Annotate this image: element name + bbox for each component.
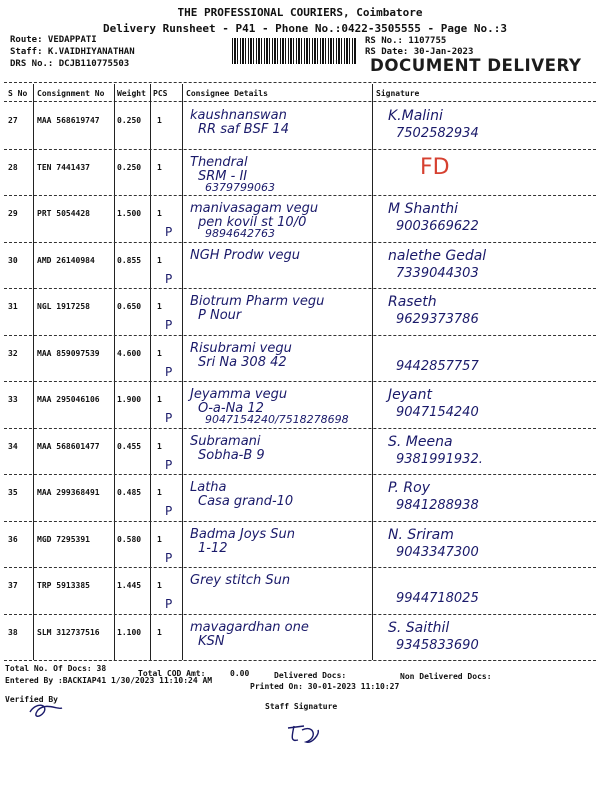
row-divider (4, 242, 596, 243)
row-pcs: 1 (157, 302, 162, 311)
row-consignee-line2: pen kovil st 10/0 (198, 215, 307, 230)
rs-date: RS Date: 30-Jan-2023 (365, 47, 474, 57)
row-consignee-line1: Latha (190, 480, 227, 495)
row-p-mark: P (165, 364, 173, 379)
row-consignment-no: PRT 5054428 (37, 209, 90, 218)
row-consignee-line1: manivasagam vegu (190, 201, 319, 216)
column-separator (114, 84, 115, 660)
divider (4, 82, 596, 83)
entered-by: Entered By :BACKIAP41 1/30/2023 11:10:24 AM (5, 676, 213, 685)
row-signature-name: P. Roy (388, 480, 430, 496)
column-separator (182, 84, 183, 660)
row-pcs: 1 (157, 581, 162, 590)
row-divider (4, 335, 596, 336)
document-type-heading: DOCUMENT DELIVERY (370, 56, 582, 76)
row-signature-phone: 7502582934 (396, 126, 479, 141)
row-consignee-line3: 6379799063 (205, 180, 275, 194)
column-separator (372, 84, 373, 660)
row-consignee-line2: P Nour (198, 308, 242, 323)
route-label: Route: VEDAPPATI (10, 35, 97, 45)
drs-label: DRS No.: DCJB110775503 (10, 59, 130, 69)
row-sno: 38 (8, 627, 18, 637)
row-pcs: 1 (157, 395, 162, 404)
row-weight: 0.855 (117, 255, 142, 265)
row-signature-name: S. Saithil (388, 619, 450, 636)
row-signature-phone: 9944718025 (396, 591, 479, 606)
row-signature-phone: 9345833690 (396, 637, 479, 653)
row-consignee-line1: Risubrami vegu (190, 340, 292, 356)
row-p-mark: P (165, 597, 173, 611)
row-weight: 0.455 (117, 441, 142, 451)
row-consignment-no: MAA 295046106 (37, 395, 100, 404)
row-consignment-no: MGD 7295391 (37, 534, 90, 544)
row-sno: 28 (8, 162, 18, 172)
row-consignee-line2: RR saf BSF 14 (198, 122, 289, 137)
row-pcs: 1 (157, 116, 162, 125)
row-consignment-no: TRP 5913385 (37, 581, 90, 590)
row-p-mark: P (165, 225, 173, 239)
divider (4, 101, 596, 102)
row-consignment-no: MAA 859097539 (37, 348, 100, 358)
row-signature-phone: 9043347300 (396, 544, 479, 560)
row-signature-name: Jeyant (388, 387, 432, 403)
row-pcs: 1 (157, 441, 162, 451)
row-divider (4, 474, 596, 475)
row-consignee-line2: KSN (198, 633, 225, 649)
row-pcs: 1 (157, 534, 162, 544)
row-weight: 0.485 (117, 488, 142, 497)
printed-on: Printed On: 30-01-2023 11:10:27 (250, 682, 400, 691)
row-consignee-line1: Badma Joys Sun (190, 526, 296, 542)
col-header-consignment: Consignment No (37, 89, 105, 98)
row-consignee-line3: 9894642763 (205, 227, 275, 240)
row-p-mark: P (165, 318, 173, 332)
row-consignee-line2: O-a-Na 12 (198, 401, 264, 416)
row-divider (4, 195, 596, 196)
row-divider (4, 567, 596, 568)
runsheet-subtitle: Delivery Runsheet - P41 - Phone No.:0422-3505555 - Page No.:3 (103, 22, 507, 35)
staff-signature-label: Staff Signature (265, 702, 338, 711)
column-separator (33, 84, 34, 660)
row-divider (4, 521, 596, 522)
row-sno: 35 (8, 488, 18, 497)
row-pcs: 1 (157, 255, 162, 265)
row-p-mark: P (165, 411, 173, 425)
col-header-pcs: PCS (153, 89, 168, 98)
row-signature-phone: 9381991932. (396, 451, 483, 467)
row-signature-name: Raseth (388, 294, 437, 310)
row-p-mark: P (165, 550, 173, 565)
verifier-signature-scribble (26, 700, 66, 722)
barcode (232, 38, 356, 64)
row-weight: 4.600 (117, 348, 142, 358)
row-divider (4, 149, 596, 150)
column-separator (150, 84, 151, 660)
row-sno: 30 (8, 255, 18, 265)
row-signature-phone: 9442857757 (396, 358, 479, 374)
row-consignment-no: MAA 299368491 (37, 488, 100, 497)
row-signature-phone: 9629373786 (396, 312, 479, 327)
delivered-docs: Delivered Docs: (274, 671, 347, 680)
row-weight: 0.250 (117, 116, 142, 125)
row-signature-name: K.Malini (388, 108, 443, 124)
row-weight: 1.445 (117, 581, 142, 590)
row-consignee-line1: Jeyamma vegu (190, 387, 288, 402)
row-signature-phone: 9003669622 (396, 219, 479, 234)
row-pcs: 1 (157, 162, 162, 172)
staff-label: Staff: K.VAIDHIYANATHAN (10, 47, 135, 57)
verified-by: Verified By (5, 695, 58, 704)
col-header-weight: Weight (117, 89, 146, 98)
row-consignee-line1: mavagardhan one (190, 619, 309, 635)
row-consignment-no: SLM 312737516 (37, 627, 100, 637)
row-pcs: 1 (157, 627, 162, 637)
row-sno: 32 (8, 348, 18, 358)
row-consignment-no: NGL 1917258 (37, 302, 90, 311)
row-consignee-line2: Casa grand-10 (198, 494, 294, 509)
row-weight: 1.500 (117, 209, 142, 218)
row-sno: 36 (8, 534, 18, 544)
total-cod-label: Total COD Amt: (138, 669, 206, 678)
row-signature-name: nalethe Gedal (388, 247, 487, 264)
row-sno: 31 (8, 302, 18, 311)
row-consignment-no: AMD 26140984 (37, 255, 95, 265)
row-p-mark: P (165, 271, 173, 286)
total-cod-value: 0.00 (230, 669, 250, 678)
row-pcs: 1 (157, 348, 162, 358)
row-p-mark: P (165, 457, 173, 472)
row-consignee-line1: Subramani (190, 433, 261, 449)
divider (4, 660, 596, 661)
row-divider (4, 288, 596, 289)
row-sno: 27 (8, 116, 18, 125)
row-signature-name: S. Meena (388, 433, 453, 450)
row-weight: 1.100 (117, 627, 142, 637)
row-sno: 37 (8, 581, 18, 590)
rs-number: RS No.: 1107755 (365, 36, 447, 46)
row-consignee-line1: kaushnanswan (190, 108, 287, 123)
row-weight: 1.900 (117, 395, 142, 404)
company-title: THE PROFESSIONAL COURIERS, Coimbatore (177, 6, 423, 19)
row-consignee-line1: Grey stitch Sun (190, 573, 291, 588)
row-weight: 0.580 (117, 534, 142, 544)
row-weight: 0.650 (117, 302, 142, 311)
row-sno: 29 (8, 209, 18, 218)
row-consignee-line3: 9047154240/7518278698 (205, 413, 349, 426)
row-signature-name: M Shanthi (388, 201, 458, 217)
row-sno: 33 (8, 395, 18, 404)
row-signature-name: FD (420, 154, 450, 180)
col-header-sno: S No (8, 89, 28, 98)
row-consignee-line1: Thendral (190, 154, 248, 170)
non-delivered-docs: Non Delivered Docs: (400, 672, 492, 681)
row-divider (4, 614, 596, 615)
staff-signature-scribble (284, 722, 324, 748)
row-consignee-line1: NGH Prodw vegu (190, 247, 301, 263)
row-signature-phone: 9047154240 (396, 405, 479, 420)
row-consignee-line2: SRM - II (198, 168, 248, 184)
row-consignment-no: MAA 568601477 (37, 441, 100, 451)
row-consignee-line2: Sobha-B 9 (198, 447, 265, 463)
row-sno: 34 (8, 441, 18, 451)
row-consignee-line2: Sri Na 308 42 (198, 354, 287, 370)
row-consignment-no: MAA 568619747 (37, 116, 100, 125)
row-divider (4, 428, 596, 429)
total-docs: Total No. Of Docs: 38 (5, 664, 107, 673)
row-signature-name: N. Sriram (388, 526, 454, 543)
col-header-consignee: Consignee Details (186, 89, 268, 98)
row-divider (4, 381, 596, 382)
row-weight: 0.250 (117, 162, 142, 172)
row-consignee-line2: 1-12 (198, 540, 228, 556)
row-signature-phone: 9841288938 (396, 498, 479, 513)
row-consignee-line1: Biotrum Pharm vegu (190, 294, 325, 309)
row-pcs: 1 (157, 209, 162, 218)
row-p-mark: P (165, 504, 173, 518)
row-pcs: 1 (157, 488, 162, 497)
row-signature-phone: 7339044303 (396, 265, 479, 281)
row-consignment-no: TEN 7441437 (37, 162, 90, 172)
col-header-signature: Signature (376, 89, 420, 98)
